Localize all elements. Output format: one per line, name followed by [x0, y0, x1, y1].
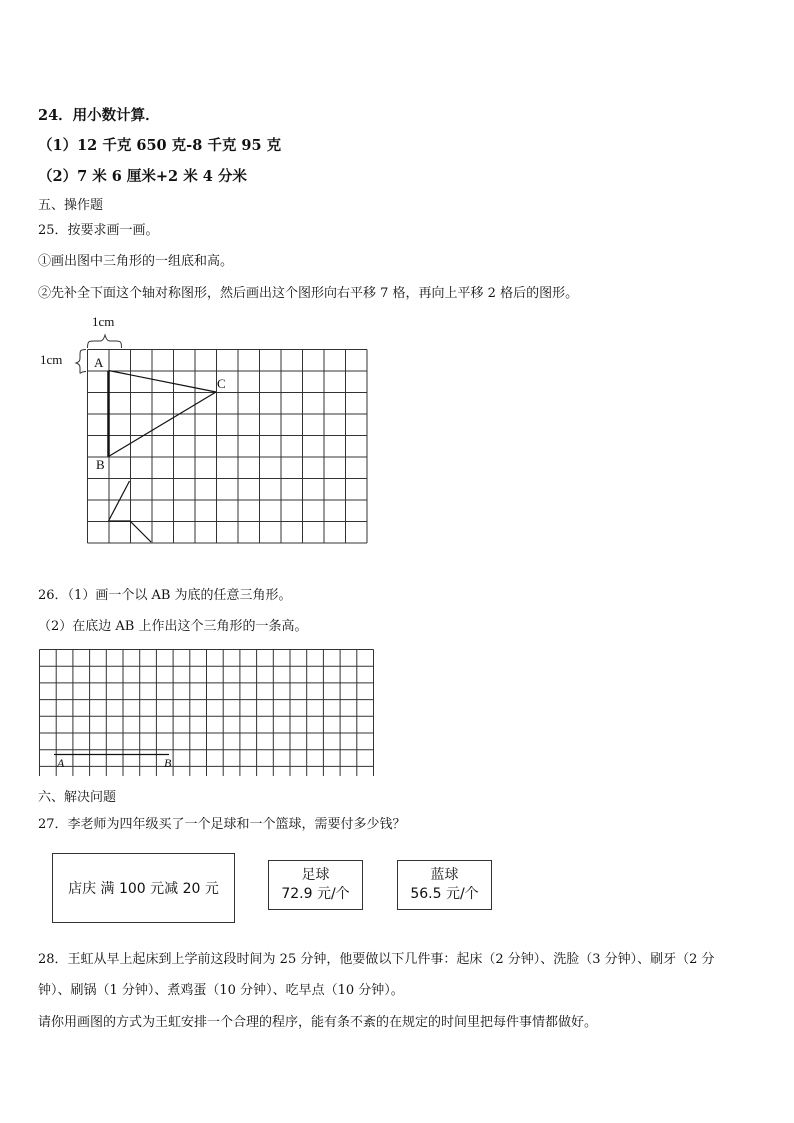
- point-c-label: C: [217, 376, 226, 391]
- q28-line-3: 请你用画图的方式为王虹安排一个合理的程序，能有条不紊的在规定的时间里把每件事情都做好。: [38, 1015, 598, 1030]
- unit-brace-left: [76, 350, 86, 374]
- q26-grid-figure: [36, 646, 378, 776]
- q26-item-2: （2）在底边 AB 上作出这个三角形的一条高。: [38, 619, 308, 634]
- unit-label-top: 1cm: [92, 314, 115, 329]
- basketball-price-box: [397, 860, 492, 910]
- point-a-label-q26: A: [57, 756, 65, 770]
- point-b-label: B: [96, 457, 105, 472]
- point-b-label-q26: B: [164, 756, 172, 770]
- half-figure-edge-3: [130, 521, 151, 542]
- q24-item-2: （2）7 米 6 厘米+2 米 4 分米: [38, 168, 247, 185]
- q25-grid: [88, 350, 368, 544]
- basketball-price: 56.5 元/个: [410, 886, 479, 902]
- q28-line-1: 28．王虹从早上起床到上学前这段时间为 25 分钟，他要做以下几件事：起床（2 分钟）、洗脸（3 分钟）、刷牙（2 分: [38, 952, 715, 967]
- promo-box: [52, 853, 235, 923]
- football-price-box: [268, 860, 363, 910]
- q26-grid: [40, 650, 374, 777]
- point-a-label: A: [94, 355, 104, 370]
- promo-text: 店庆 满 100 元减 20 元: [68, 881, 219, 897]
- football-name: 足球: [301, 867, 330, 883]
- unit-label-left: 1cm: [40, 352, 63, 367]
- q26-item-1: 26．（1）画一个以 AB 为底的任意三角形。: [38, 588, 292, 603]
- q27-title: 27．李老师为四年级买了一个足球和一个篮球，需要付多少钱？: [38, 817, 406, 832]
- q24-item-1: （1）12 千克 650 克-8 千克 95 克: [38, 137, 282, 154]
- q25-title: 25．按要求画一画。: [38, 223, 159, 238]
- basketball-name: 蓝球: [430, 867, 459, 883]
- q28-line-2: 钟）、刷锅（1 分钟）、煮鸡蛋（10 分钟）、吃早点（10 分钟）。: [38, 983, 404, 998]
- half-figure-edge-1: [109, 481, 130, 521]
- q25-grid-figure: [30, 305, 380, 570]
- section-5-heading: 五、操作题: [38, 198, 104, 213]
- unit-brace-top: [88, 335, 122, 348]
- section-6-heading: 六、解决问题: [38, 790, 117, 805]
- segment-ac: [109, 371, 217, 393]
- q25-item-2: ②先补全下面这个轴对称图形，然后画出这个图形向右平移 7 格，再向上平移 2 格后的图形。: [38, 286, 579, 301]
- q25-item-1: ①画出图中三角形的一组底和高。: [38, 254, 234, 269]
- football-price: 72.9 元/个: [281, 886, 350, 902]
- segment-bc: [109, 392, 217, 457]
- q24-title: 24．用小数计算．: [38, 107, 160, 124]
